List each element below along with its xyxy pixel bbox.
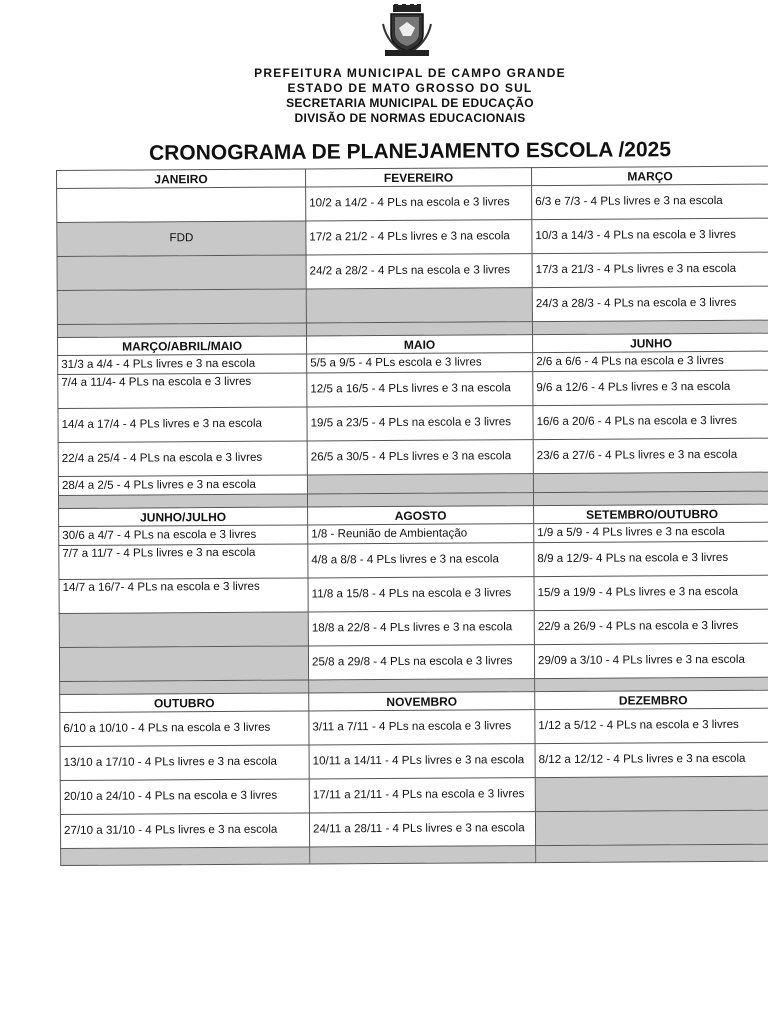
schedule-table [56, 166, 768, 866]
table-row [57, 286, 768, 324]
month-header-setembro-outubro: SETEMBRO/OUTUBRO [534, 504, 768, 523]
table-cell: 14/4 a 17/4 - 4 PLs livres e 3 na escola [58, 407, 307, 443]
table-cell: 1/9 a 5/9 - 4 PLs livres e 3 na escola [534, 522, 768, 542]
month-header-junho-julho: JUNHO/JULHO [59, 507, 308, 527]
table-cell [535, 810, 768, 845]
table-cell: 27/10 a 31/10 - 4 PLs livres e 3 na escola [60, 813, 309, 849]
table-row [59, 643, 768, 681]
table-cell: 29/09 a 3/10 - 4 PLs livres e 3 na escola [534, 643, 768, 678]
fdd-cell: FDD [57, 221, 306, 257]
schedule-sheet [56, 166, 768, 866]
table-row [59, 541, 768, 579]
month-header-marco: MARÇO [531, 166, 768, 185]
table-cell: 22/4 a 25/4 - 4 PLs na escola e 3 livres [58, 441, 307, 477]
table-row [57, 184, 768, 222]
table-row [60, 708, 768, 746]
table-cell: 12/5 a 16/5 - 4 PLs livres e 3 na escola [307, 372, 533, 407]
document-header [150, 66, 670, 126]
month-header-maio: MAIO [307, 335, 533, 354]
table-cell: 9/6 a 12/6 - 4 PLs livres e 3 na escola [533, 370, 768, 405]
table-cell: 22/9 a 26/9 - 4 PLs na escola e 3 livres [534, 609, 768, 644]
table-cell: 15/9 a 19/9 - 4 PLs livres e 3 na escola [534, 575, 768, 610]
table-cell [57, 289, 306, 325]
table-cell [57, 255, 306, 291]
table-row [60, 776, 768, 814]
table-cell: 17/2 a 21/2 - 4 PLs livres e 3 na escola [306, 220, 532, 255]
table-cell: 6/10 a 10/10 - 4 PLs na escola e 3 livres [60, 711, 309, 747]
month-header-marco-abril-maio: MARÇO/ABRIL/MAIO [58, 336, 307, 356]
table-cell: 19/5 a 23/5 - 4 PLs na escola e 3 livres [307, 406, 533, 441]
table-row [57, 252, 768, 290]
table-cell: 7/4 a 11/4- 4 PLs na escola e 3 livres [58, 373, 307, 409]
month-header-dezembro: DEZEMBRO [535, 690, 768, 709]
table-cell: 30/6 a 4/7 - 4 PLs na escola e 3 livres [59, 525, 308, 546]
header-line-estado: ESTADO DE MATO GROSSO DO SUL [287, 81, 533, 95]
table-cell: 11/8 a 15/8 - 4 PLs na escola e 3 livres [308, 577, 534, 612]
table-row [60, 810, 768, 848]
table-cell: 28/4 a 2/5 - 4 PLs livres e 3 na escola [58, 475, 307, 496]
table-cell: 24/11 a 28/11 - 4 PLs livres e 3 na escola [309, 812, 535, 847]
table-row [58, 370, 768, 408]
table-cell: 8/9 a 12/9- 4 PLs na escola e 3 livres [534, 541, 768, 576]
month-header-janeiro: JANEIRO [57, 169, 306, 189]
table-row [60, 742, 768, 780]
table-cell: 23/6 a 27/6 - 4 PLs livres e 3 na escola [533, 438, 768, 473]
table-cell: 24/2 a 28/2 - 4 PLs na escola e 3 livres [306, 254, 532, 289]
table-cell: 18/8 a 22/8 - 4 PLs livres e 3 na escola [308, 611, 534, 646]
table-row [59, 609, 768, 647]
table-cell: 6/3 e 7/3 - 4 PLs livres e 3 na escola [532, 184, 768, 219]
table-cell: 10/2 a 14/2 - 4 PLs na escola e 3 livres [306, 186, 532, 221]
table-cell: 26/5 a 30/5 - 4 PLs livres e 3 na escola [307, 440, 533, 475]
table-cell [59, 612, 308, 648]
table-cell: 1/12 a 5/12 - 4 PLs na escola e 3 livres [535, 708, 768, 743]
table-cell: 8/12 a 12/12 - 4 PLs livres e 3 na escola [535, 742, 768, 777]
table-cell: 10/3 a 14/3 - 4 PLs na escola e 3 livres [532, 218, 768, 253]
table-cell [59, 646, 308, 682]
table-cell [535, 776, 768, 811]
table-cell: 20/10 a 24/10 - 4 PLs na escola e 3 livres [60, 779, 309, 815]
table-cell [533, 472, 768, 492]
table-cell: 25/8 a 29/8 - 4 PLs na escola e 3 livres [308, 645, 534, 680]
header-line-secretaria: SECRETARIA MUNICIPAL DE EDUCAÇÃO [286, 96, 534, 110]
table-cell: 7/7 a 11/7 - 4 PLs livres e 3 na escola [59, 544, 308, 580]
table-cell [57, 187, 306, 223]
table-cell: 3/11 a 7/11 - 4 PLs na escola e 3 livres [309, 710, 535, 745]
table-cell [306, 288, 532, 323]
table-row [58, 404, 768, 442]
header-line-prefeitura: PREFEITURA MUNICIPAL DE CAMPO GRANDE [254, 66, 566, 80]
table-cell: 2/6 a 6/6 - 4 PLs na escola e 3 livres [533, 351, 768, 371]
coat-of-arms-icon [381, 4, 433, 58]
month-header-agosto: AGOSTO [308, 506, 534, 525]
table-cell: 16/6 a 20/6 - 4 PLs na escola e 3 livres [533, 404, 768, 439]
table-cell: 14/7 a 16/7- 4 PLs na escola e 3 livres [59, 578, 308, 614]
month-header-novembro: NOVEMBRO [309, 692, 535, 711]
table-cell: 13/10 a 17/10 - 4 PLs livres e 3 na escola [60, 745, 309, 781]
table-cell: 31/3 a 4/4 - 4 PLs livres e 3 na escola [58, 354, 307, 375]
month-header-outubro: OUTUBRO [60, 693, 309, 713]
table-cell: 4/8 a 8/8 - 4 PLs livres e 3 na escola [308, 543, 534, 578]
table-row [57, 218, 768, 256]
table-cell: 5/5 a 9/5 - 4 PLs escola e 3 livres [307, 353, 533, 373]
page-title: CRONOGRAMA DE PLANEJAMENTO ESCOLA /2025 [148, 138, 672, 165]
table-row [59, 575, 768, 613]
header-line-divisao: DIVISÃO DE NORMAS EDUCACIONAIS [294, 111, 526, 125]
spacer-row [61, 844, 768, 865]
table-row [58, 438, 768, 476]
table-cell [307, 474, 533, 494]
month-header-fevereiro: FEVEREIRO [305, 168, 531, 187]
table-cell: 17/3 a 21/3 - 4 PLs livres e 3 na escola [532, 252, 768, 287]
table-cell: 1/8 - Reunião de Ambientação [308, 524, 534, 544]
month-header-junho: JUNHO [533, 333, 768, 352]
table-cell: 24/3 a 28/3 - 4 PLs na escola e 3 livres [532, 286, 768, 321]
table-cell: 10/11 a 14/11 - 4 PLs livres e 3 na escola [309, 744, 535, 779]
table-cell: 17/11 a 21/11 - 4 PLs na escola e 3 livres [309, 778, 535, 813]
